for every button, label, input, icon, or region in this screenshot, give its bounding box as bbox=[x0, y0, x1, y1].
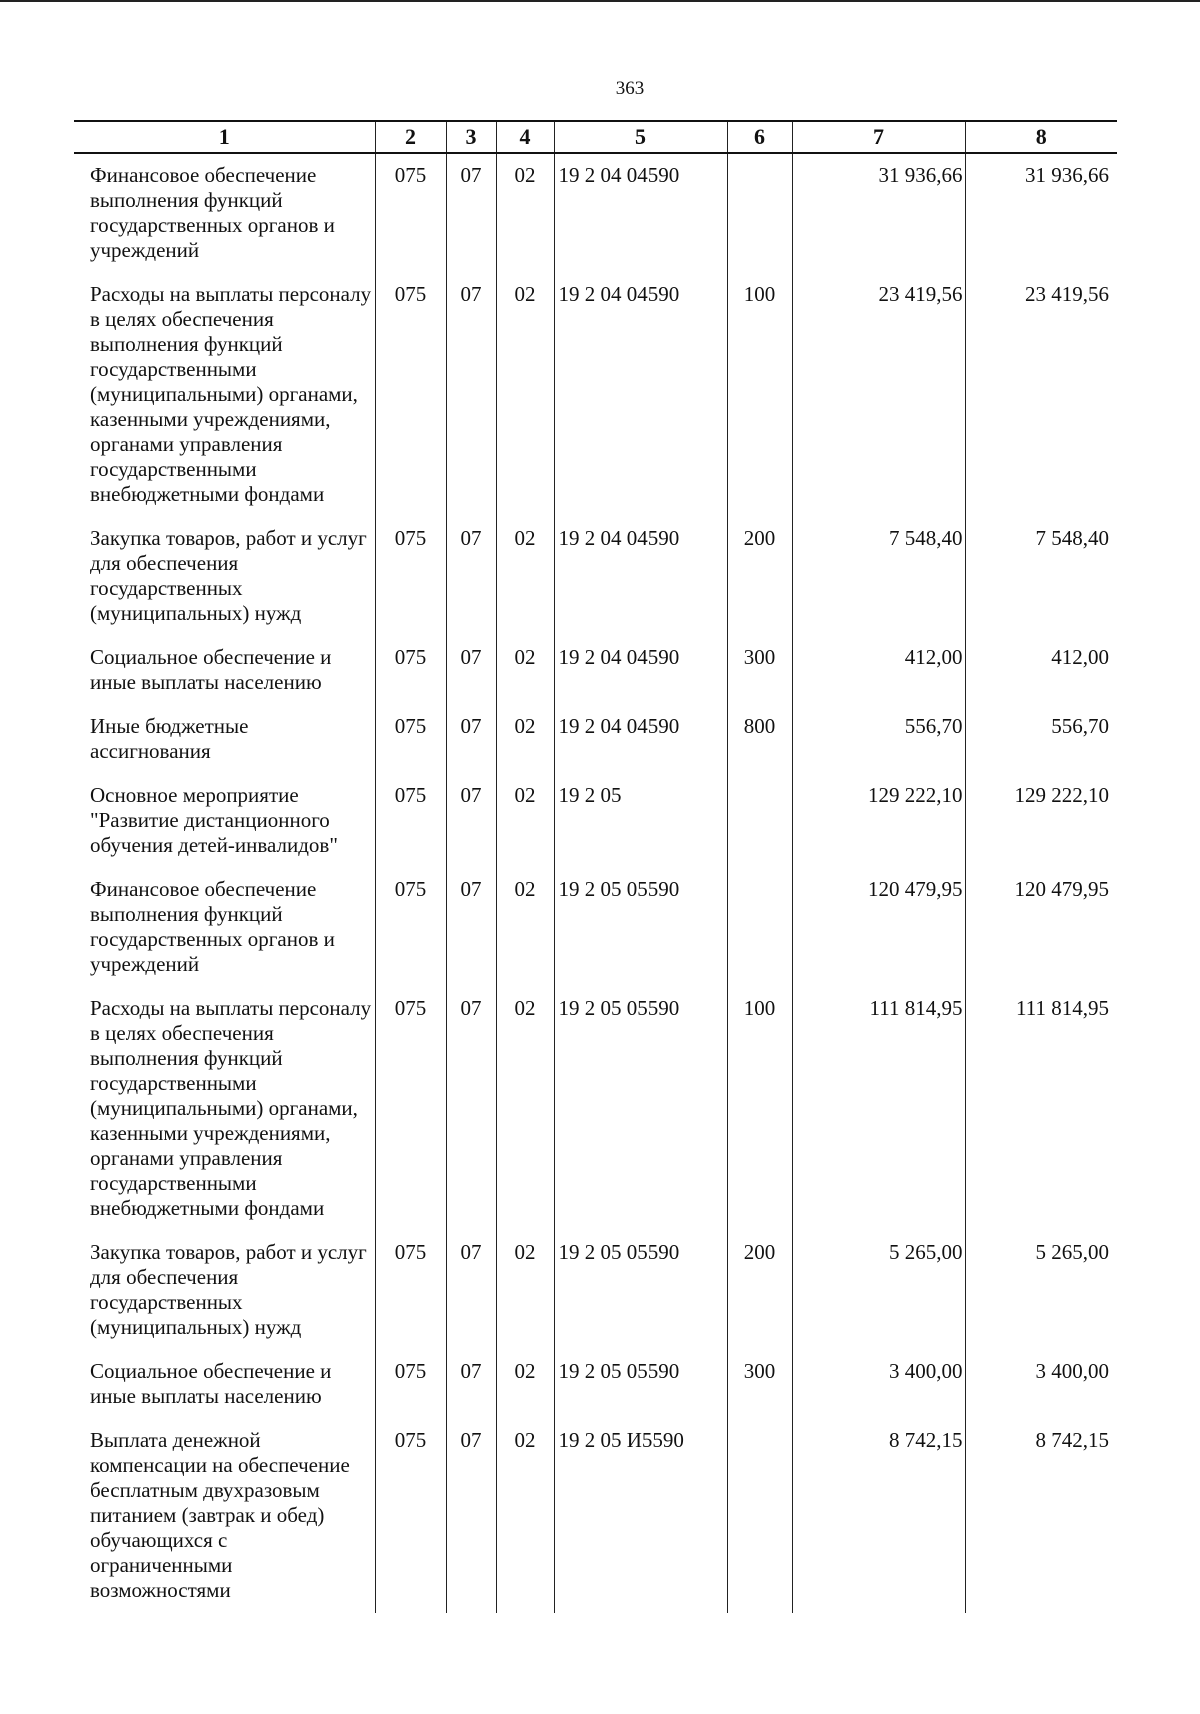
header-col-5: 5 bbox=[554, 121, 727, 153]
cell-description: Основное мероприятие "Развитие дистанционного обучения детей-инвалидов" bbox=[90, 783, 338, 857]
table-row bbox=[74, 774, 1117, 868]
cell-section-code: 07 bbox=[446, 774, 496, 868]
cell-ministry-code: 075 bbox=[375, 987, 446, 1231]
cell-expense-type bbox=[727, 868, 792, 987]
cell-section-code: 07 bbox=[446, 868, 496, 987]
cell-ministry-code: 075 bbox=[375, 636, 446, 705]
cell-subsection-code: 02 bbox=[496, 1419, 554, 1613]
cell-amount-col7: 120 479,95 bbox=[792, 868, 965, 987]
cell-expense-type: 100 bbox=[727, 987, 792, 1231]
cell-description: Закупка товаров, работ и услуг для обеспечения государственных (муниципальных) нужд bbox=[90, 526, 367, 625]
cell-section-code: 07 bbox=[446, 153, 496, 273]
cell-expense-type: 200 bbox=[727, 517, 792, 636]
cell-expense-type: 200 bbox=[727, 1231, 792, 1350]
cell-subsection-code: 02 bbox=[496, 636, 554, 705]
cell-target-article: 19 2 05 05590 bbox=[554, 868, 727, 987]
cell-expense-type: 100 bbox=[727, 273, 792, 517]
cell-target-article: 19 2 05 05590 bbox=[554, 1350, 727, 1419]
cell-expense-type: 300 bbox=[727, 1350, 792, 1419]
cell-target-article: 19 2 04 04590 bbox=[554, 273, 727, 517]
table-row bbox=[74, 636, 1117, 705]
cell-ministry-code: 075 bbox=[375, 774, 446, 868]
cell-ministry-code: 075 bbox=[375, 705, 446, 774]
cell-amount-col7: 23 419,56 bbox=[792, 273, 965, 517]
cell-amount-col8: 3 400,00 bbox=[965, 1350, 1117, 1419]
table-body bbox=[74, 153, 1117, 1613]
cell-ministry-code: 075 bbox=[375, 868, 446, 987]
cell-section-code: 07 bbox=[446, 1419, 496, 1613]
cell-target-article: 19 2 05 05590 bbox=[554, 987, 727, 1231]
cell-amount-col8: 111 814,95 bbox=[965, 987, 1117, 1231]
table-row bbox=[74, 1350, 1117, 1419]
cell-section-code: 07 bbox=[446, 1231, 496, 1350]
header-col-2: 2 bbox=[375, 121, 446, 153]
header-col-7: 7 bbox=[792, 121, 965, 153]
cell-subsection-code: 02 bbox=[496, 153, 554, 273]
cell-description: Финансовое обеспечение выполнения функций государственных органов и учреждений bbox=[90, 163, 335, 262]
cell-description: Выплата денежной компенсации на обеспечение бесплатным двухразовым питанием (завтрак и обед) обучающихся с ограниченными возможностями bbox=[90, 1428, 350, 1602]
cell-target-article: 19 2 04 04590 bbox=[554, 153, 727, 273]
cell-target-article: 19 2 04 04590 bbox=[554, 705, 727, 774]
cell-description: Расходы на выплаты персоналу в целях обеспечения выполнения функций государственными (муниципальными) органами, казенными учреждениями, органами управления государственными внебюджетными фондами bbox=[90, 996, 372, 1220]
cell-target-article: 19 2 05 bbox=[554, 774, 727, 868]
cell-amount-col8: 129 222,10 bbox=[965, 774, 1117, 868]
cell-subsection-code: 02 bbox=[496, 273, 554, 517]
cell-target-article: 19 2 05 И5590 bbox=[554, 1419, 727, 1613]
cell-ministry-code: 075 bbox=[375, 1419, 446, 1613]
cell-ministry-code: 075 bbox=[375, 273, 446, 517]
cell-subsection-code: 02 bbox=[496, 1350, 554, 1419]
cell-subsection-code: 02 bbox=[496, 774, 554, 868]
cell-amount-col7: 129 222,10 bbox=[792, 774, 965, 868]
cell-amount-col7: 412,00 bbox=[792, 636, 965, 705]
cell-expense-type bbox=[727, 153, 792, 273]
cell-amount-col8: 31 936,66 bbox=[965, 153, 1117, 273]
cell-subsection-code: 02 bbox=[496, 1231, 554, 1350]
cell-description: Иные бюджетные ассигнования bbox=[90, 714, 249, 763]
cell-ministry-code: 075 bbox=[375, 1350, 446, 1419]
cell-target-article: 19 2 04 04590 bbox=[554, 517, 727, 636]
cell-section-code: 07 bbox=[446, 636, 496, 705]
cell-amount-col8: 7 548,40 bbox=[965, 517, 1117, 636]
header-col-1: 1 bbox=[74, 121, 375, 153]
header-col-8: 8 bbox=[965, 121, 1117, 153]
table-row bbox=[74, 868, 1117, 987]
cell-description: Финансовое обеспечение выполнения функций государственных органов и учреждений bbox=[90, 877, 335, 976]
cell-subsection-code: 02 bbox=[496, 987, 554, 1231]
table-row bbox=[74, 1419, 1117, 1613]
header-row bbox=[74, 121, 1117, 153]
cell-expense-type: 300 bbox=[727, 636, 792, 705]
cell-amount-col8: 556,70 bbox=[965, 705, 1117, 774]
cell-amount-col7: 8 742,15 bbox=[792, 1419, 965, 1613]
page-number: 363 bbox=[615, 78, 645, 99]
budget-table-container bbox=[74, 120, 1117, 1613]
table-row bbox=[74, 705, 1117, 774]
budget-table bbox=[74, 120, 1117, 1613]
cell-ministry-code: 075 bbox=[375, 1231, 446, 1350]
cell-amount-col7: 7 548,40 bbox=[792, 517, 965, 636]
cell-description: Расходы на выплаты персоналу в целях обеспечения выполнения функций государственными (муниципальными) органами, казенными учреждениями, органами управления государственными внебюджетными фондами bbox=[90, 282, 372, 506]
top-rule bbox=[0, 0, 1200, 2]
cell-ministry-code: 075 bbox=[375, 517, 446, 636]
cell-expense-type bbox=[727, 774, 792, 868]
cell-description: Закупка товаров, работ и услуг для обеспечения государственных (муниципальных) нужд bbox=[90, 1240, 367, 1339]
cell-target-article: 19 2 04 04590 bbox=[554, 636, 727, 705]
header-col-6: 6 bbox=[727, 121, 792, 153]
table-row bbox=[74, 273, 1117, 517]
cell-section-code: 07 bbox=[446, 705, 496, 774]
cell-amount-col8: 120 479,95 bbox=[965, 868, 1117, 987]
cell-description: Социальное обеспечение и иные выплаты населению bbox=[90, 645, 332, 694]
cell-amount-col7: 5 265,00 bbox=[792, 1231, 965, 1350]
header-col-3: 3 bbox=[446, 121, 496, 153]
header-col-4: 4 bbox=[496, 121, 554, 153]
cell-amount-col8: 412,00 bbox=[965, 636, 1117, 705]
cell-section-code: 07 bbox=[446, 1350, 496, 1419]
cell-section-code: 07 bbox=[446, 987, 496, 1231]
table-header bbox=[74, 121, 1117, 153]
cell-amount-col7: 111 814,95 bbox=[792, 987, 965, 1231]
cell-section-code: 07 bbox=[446, 517, 496, 636]
cell-amount-col8: 23 419,56 bbox=[965, 273, 1117, 517]
cell-amount-col7: 556,70 bbox=[792, 705, 965, 774]
cell-subsection-code: 02 bbox=[496, 705, 554, 774]
table-row bbox=[74, 517, 1117, 636]
cell-expense-type bbox=[727, 1419, 792, 1613]
cell-amount-col8: 8 742,15 bbox=[965, 1419, 1117, 1613]
cell-amount-col7: 31 936,66 bbox=[792, 153, 965, 273]
cell-amount-col7: 3 400,00 bbox=[792, 1350, 965, 1419]
cell-subsection-code: 02 bbox=[496, 517, 554, 636]
table-row bbox=[74, 1231, 1117, 1350]
cell-expense-type: 800 bbox=[727, 705, 792, 774]
cell-ministry-code: 075 bbox=[375, 153, 446, 273]
cell-description: Социальное обеспечение и иные выплаты населению bbox=[90, 1359, 332, 1408]
table-row bbox=[74, 153, 1117, 273]
cell-target-article: 19 2 05 05590 bbox=[554, 1231, 727, 1350]
cell-subsection-code: 02 bbox=[496, 868, 554, 987]
table-row bbox=[74, 987, 1117, 1231]
cell-amount-col8: 5 265,00 bbox=[965, 1231, 1117, 1350]
cell-section-code: 07 bbox=[446, 273, 496, 517]
